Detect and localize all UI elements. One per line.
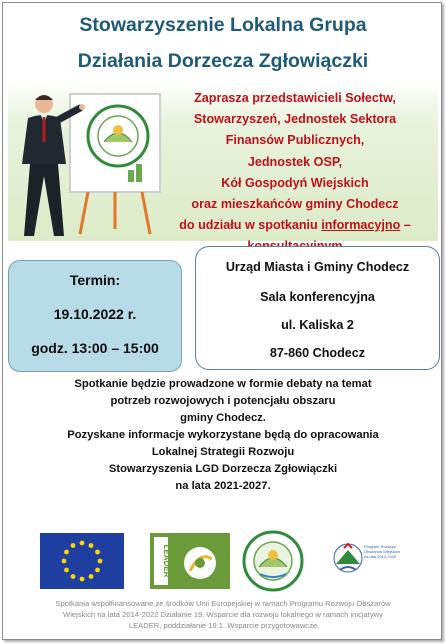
term-date: 19.10.2022 r. (53, 306, 137, 322)
description-line: Pozyskane informacje wykorzystane będą do opracowania (67, 429, 379, 441)
invite-line: oraz mieszkańców gminy Chodecz (191, 197, 399, 212)
venue-room: Sala konferencyjna (260, 290, 375, 304)
description-line: na lata 2021-2027. (175, 480, 271, 492)
invite-suffix: – (400, 218, 411, 233)
venue-city: 87-860 Chodecz (269, 346, 366, 360)
invite-underlined-word: informacyjno (321, 218, 401, 233)
invite-prefix: do udziału w spotkaniu (179, 218, 322, 233)
leader-logo (150, 533, 230, 589)
venue-street: ul. Kaliska 2 (281, 318, 354, 332)
footer-line: Spotkania współfinansowane ze środków Unii Europejskiej w ramach Programu Rozwoju Obszarów (55, 599, 391, 608)
invite-line: Jednostek OSP, (247, 154, 343, 169)
leader-logo-text: LEADER (162, 544, 171, 578)
term-label: Termin: (69, 272, 121, 288)
invite-line: Zaprasza przedstawicieli Sołectw, (194, 91, 396, 105)
term-time: godz. 13:00 – 15:00 (31, 340, 159, 356)
term-box (8, 260, 182, 372)
title-line-1: Stowarzyszenie Lokalna Grupa (79, 14, 367, 36)
invite-line: Stowarzyszeń, Jednostek Sektora (193, 112, 397, 127)
footer-line: Wiejskich na lata 2014-2022 Działanie 19. Wsparcie dla rozwoju lokalnego w ramach inicjatywy (63, 610, 383, 619)
prow-logo-text: Program Rozwoju Obszarów Wiejskich na lata 2014-2020 (364, 544, 401, 559)
invite-line: Finansów Publicznych, (225, 133, 365, 148)
description-line: Stowarzyszenia LGD Dorzecza Zgłowiączki (108, 463, 338, 475)
lgd-emblem-logo (242, 530, 304, 592)
eu-flag-logo (40, 533, 124, 589)
invite-line: Kół Gospodyń Wiejskich (221, 175, 369, 190)
title-line-2: Działania Dorzecza Zgłowiączki (77, 50, 369, 72)
description (40, 376, 406, 495)
prow-logo (330, 540, 406, 586)
venue-box (195, 246, 440, 370)
footer-line: LEADER, poddziałanie 19.1. Wsparcie przygotowawcze (128, 621, 318, 630)
footer-note (20, 598, 426, 631)
invitation-text (150, 88, 440, 258)
description-line: Spotkanie będzie prowadzone w formie debaty na temat (74, 378, 372, 390)
venue-name: Urząd Miasta i Gminy Chodecz (225, 260, 410, 274)
description-line: Lokalnej Strategii Rozwoju (151, 446, 295, 458)
description-line: gminy Chodecz. (180, 412, 266, 424)
invite-line (150, 215, 440, 236)
description-line: potrzeb rozwojowych i potencjału obszaru (110, 395, 336, 407)
presenter-illustration (8, 84, 168, 244)
